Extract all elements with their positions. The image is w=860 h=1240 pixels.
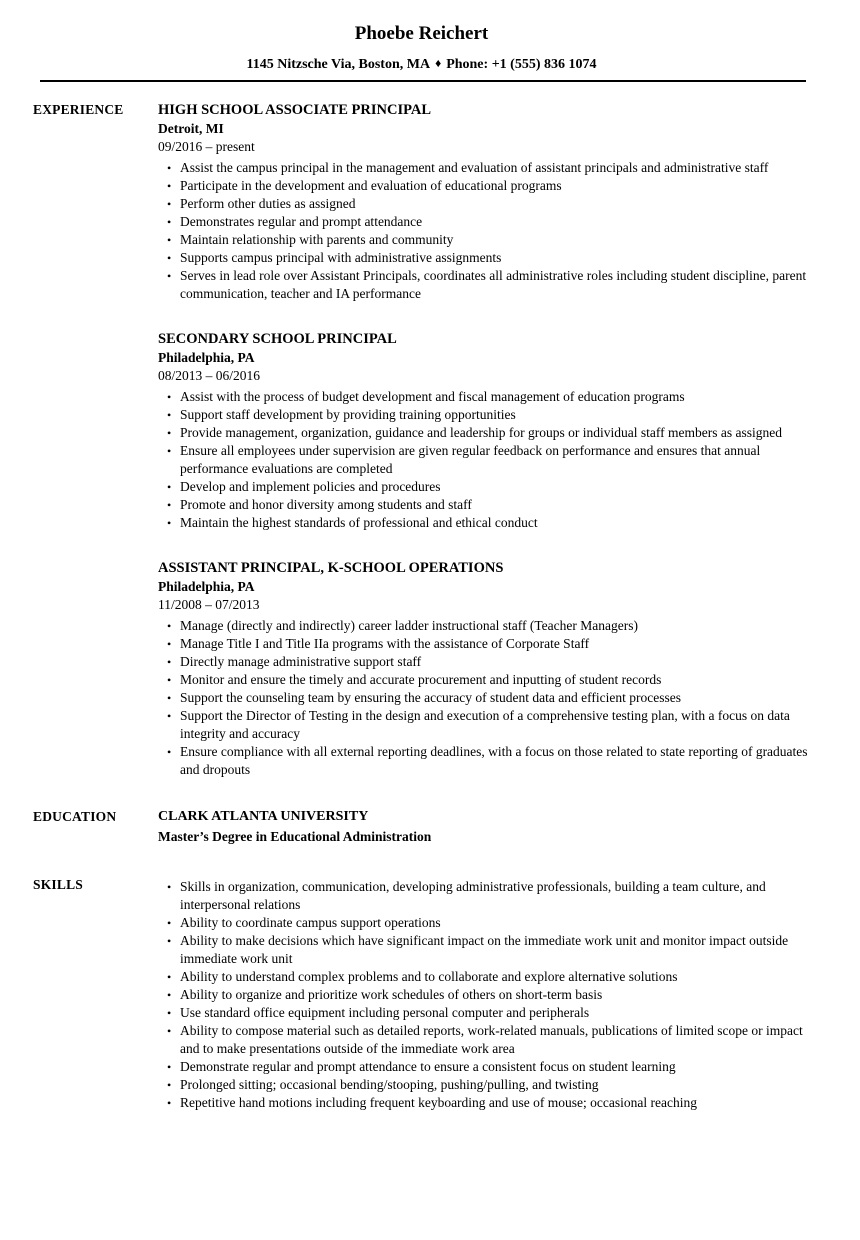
job-location: Philadelphia, PA	[158, 579, 255, 594]
job-dates: 11/2008 – 07/2013	[158, 597, 260, 612]
bullet-item: • Supports campus principal with administrative assignments	[158, 249, 810, 267]
bullet-item: • Ability to make decisions which have significant impact on the immediate work unit and monitor impact outside immediate work unit	[158, 932, 810, 968]
bullet-item: • Manage Title I and Title IIa programs with the assistance of Corporate Staff	[158, 635, 810, 653]
bullet-item: • Demonstrate regular and prompt attendance to ensure a consistent focus on student learning	[158, 1058, 810, 1076]
resume-header	[33, 22, 810, 82]
job-entry	[158, 329, 810, 532]
job-bullet-list	[158, 617, 810, 779]
education-school: CLARK ATLANTA UNIVERSITY	[158, 809, 369, 824]
bullet-item: • Directly manage administrative support staff	[158, 653, 810, 671]
job-bullet-list	[158, 159, 810, 303]
bullet-item: • Assist the campus principal in the management and evaluation of assistant principals and administrative staff	[158, 159, 810, 177]
bullet-item: • Perform other duties as assigned	[158, 195, 810, 213]
diamond-separator-icon: ♦	[435, 56, 442, 70]
contact-line	[33, 55, 810, 73]
job-title: ASSISTANT PRINCIPAL, K-SCHOOL OPERATIONS	[158, 560, 504, 576]
job-dates: 09/2016 – present	[158, 139, 255, 154]
skills-section-label: SKILLS	[33, 877, 83, 892]
contact-phone: Phone: +1 (555) 836 1074	[446, 57, 597, 72]
job-title: SECONDARY SCHOOL PRINCIPAL	[158, 331, 397, 347]
experience-section-label: EXPERIENCE	[33, 102, 124, 117]
bullet-item: • Participate in the development and evaluation of educational programs	[158, 177, 810, 195]
job-location: Philadelphia, PA	[158, 350, 255, 365]
person-name: Phoebe Reichert	[354, 23, 489, 44]
bullet-item: • Ability to organize and prioritize work schedules of others on short-term basis	[158, 986, 810, 1004]
bullet-item: • Use standard office equipment including personal computer and peripherals	[158, 1004, 810, 1022]
bullet-item: • Demonstrates regular and prompt attendance	[158, 213, 810, 231]
bullet-item: • Promote and honor diversity among students and staff	[158, 496, 810, 514]
bullet-item: • Repetitive hand motions including frequent keyboarding and use of mouse; occasional reaching	[158, 1094, 810, 1112]
job-dates: 08/2013 – 06/2016	[158, 368, 261, 383]
bullet-item: • Ability to understand complex problems and to collaborate and explore alternative solutions	[158, 968, 810, 986]
bullet-item: • Prolonged sitting; occasional bending/stooping, pushing/pulling, and twisting	[158, 1076, 810, 1094]
bullet-item: • Ability to coordinate campus support operations	[158, 914, 810, 932]
bullet-item: • Assist with the process of budget development and fiscal management of education programs	[158, 388, 810, 406]
skills-section-body	[158, 875, 810, 1112]
bullet-item: • Serves in lead role over Assistant Principals, coordinates all administrative roles including student discipline, parent communication, teacher and IA performance	[158, 267, 810, 303]
bullet-item: • Develop and implement policies and procedures	[158, 478, 810, 496]
bullet-item: • Support staff development by providing training opportunities	[158, 406, 810, 424]
experience-section	[33, 100, 810, 779]
bullet-item: • Ensure all employees under supervision are given regular feedback on performance and ensures that annual performance evaluations are completed	[158, 442, 810, 478]
job-location: Detroit, MI	[158, 121, 224, 136]
education-section-label: EDUCATION	[33, 809, 117, 824]
education-section-body	[158, 807, 810, 847]
education-degree: Master’s Degree in Educational Administration	[158, 829, 432, 844]
bullet-item: • Monitor and ensure the timely and accurate procurement and inputting of student records	[158, 671, 810, 689]
bullet-item: • Maintain the highest standards of professional and ethical conduct	[158, 514, 810, 532]
contact-address: 1145 Nitzsche Via, Boston, MA	[246, 57, 431, 72]
education-section	[33, 807, 810, 847]
bullet-item: • Manage (directly and indirectly) career ladder instructional staff (Teacher Managers)	[158, 617, 810, 635]
bullet-item: • Skills in organization, communication, developing administrative professionals, building a team culture, and interpersonal relations	[158, 878, 810, 914]
experience-section-body	[158, 100, 810, 779]
bullet-item: • Ensure compliance with all external reporting deadlines, with a focus on those related to state reporting of graduates and dropouts	[158, 743, 810, 779]
job-bullet-list	[158, 388, 810, 532]
bullet-item: • Support the Director of Testing in the design and execution of a comprehensive testing plan, with a focus on data integrity and accuracy	[158, 707, 810, 743]
skills-bullet-list	[158, 878, 810, 1112]
bullet-item: • Support the counseling team by ensuring the accuracy of student data and efficient processes	[158, 689, 810, 707]
bullet-item: • Maintain relationship with parents and community	[158, 231, 810, 249]
job-entry	[158, 558, 810, 779]
job-title: HIGH SCHOOL ASSOCIATE PRINCIPAL	[158, 102, 432, 118]
job-entry	[158, 100, 810, 303]
header-divider	[40, 80, 806, 82]
bullet-item: • Ability to compose material such as detailed reports, work-related manuals, publications of limited scope or impact and to make presentations outside of the immediate work area	[158, 1022, 810, 1058]
skills-section	[33, 875, 810, 1112]
bullet-item: • Provide management, organization, guidance and leadership for groups or individual staff members as assigned	[158, 424, 810, 442]
